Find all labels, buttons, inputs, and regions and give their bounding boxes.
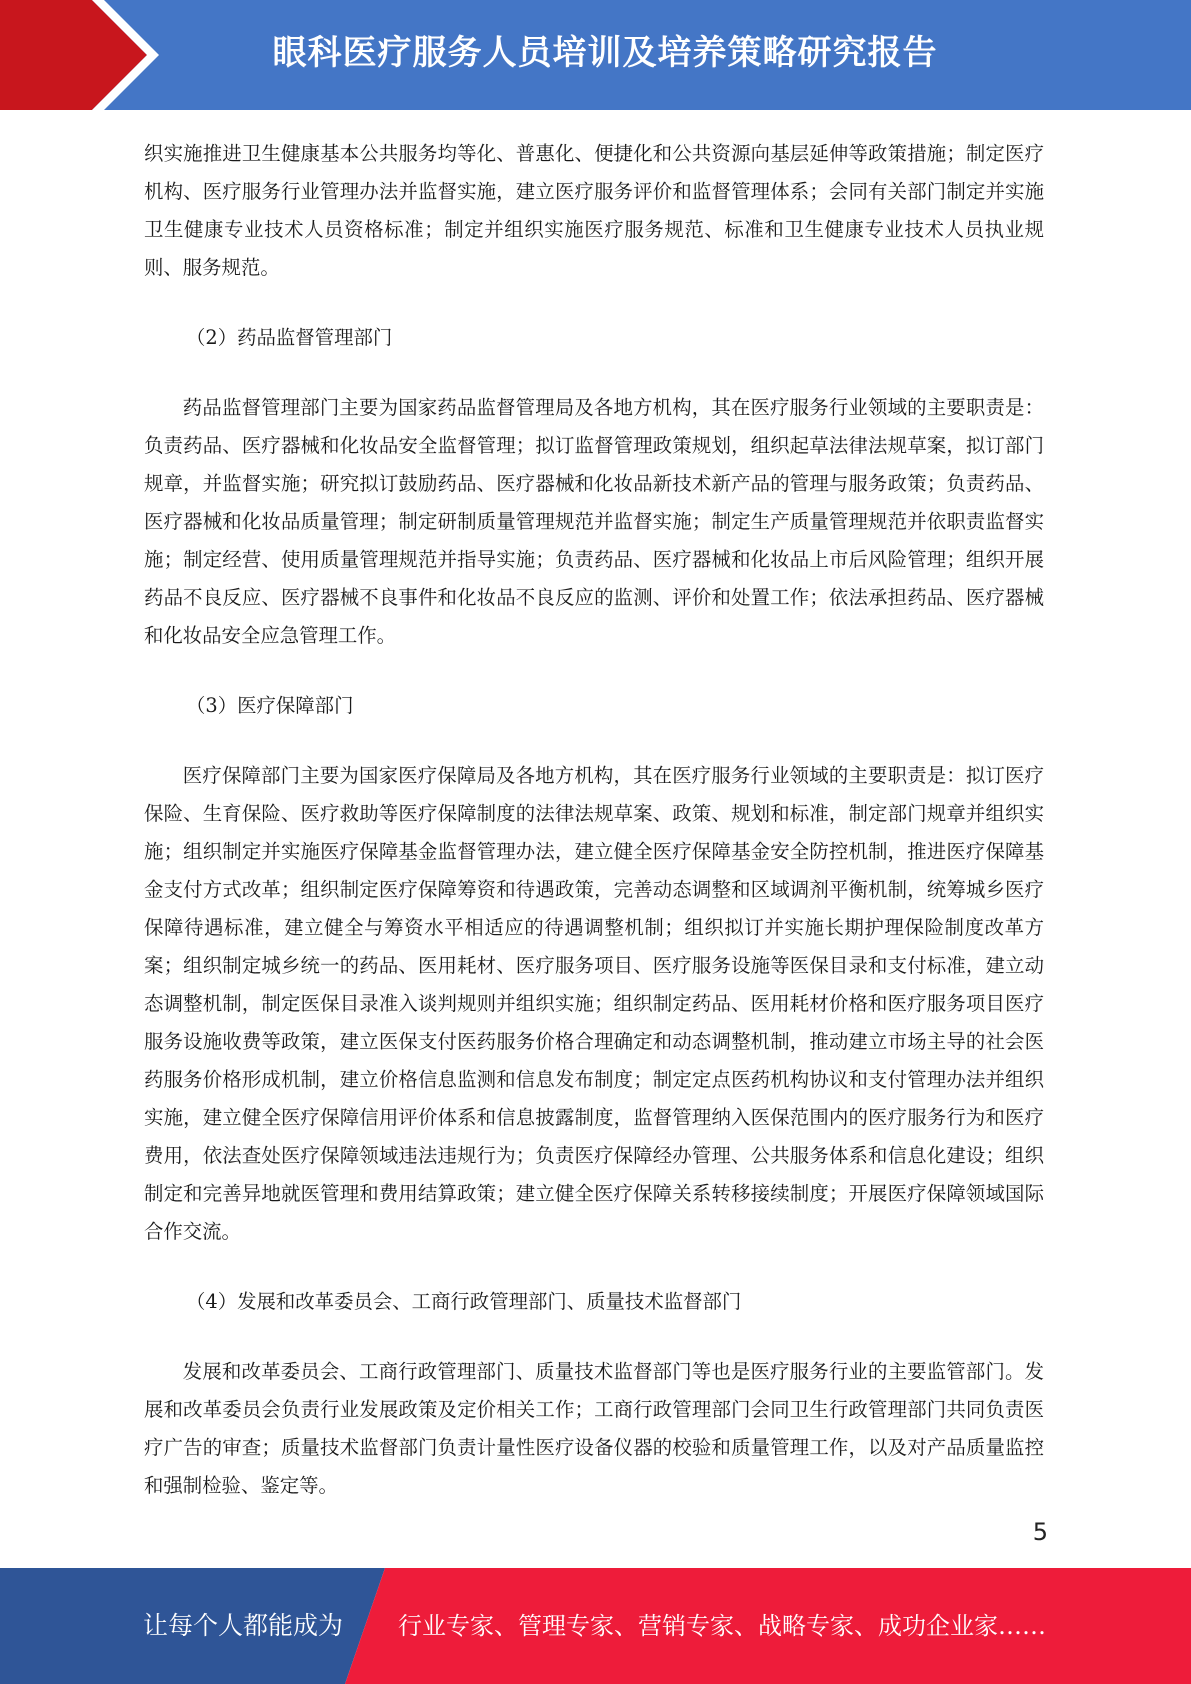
paragraph-drug-regulation: 药品监督管理部门主要为国家药品监督管理局及各地方机构，其在医疗服务行业领域的主要职责是：负责药品、医疗器械和化妆品安全监督管理；拟订监督管理政策规划，组织起草法律法规草案，拟订部门规章，并监督实施；研究拟订鼓励药品、医疗器械和化妆品新技术新产品的管理与服务政策；负责药品、医疗器械和化妆品质量管理；制定研制质量管理规范并监督实施；制定生产质量管理规范并依职责监督实施；制定经营、使用质量管理规范并指导实施；负责药品、医疗器械和化妆品上市后风险管理；组织开展药品不良反应、医疗器械不良事件和化妆品不良反应的监测、评价和处置工作；依法承担药品、医疗器械和化妆品安全应急管理工作。 [144, 396, 1044, 647]
page-number: 5 [1032, 1518, 1048, 1546]
paragraph-intro-continued: 织实施推进卫生健康基本公共服务均等化、普惠化、便捷化和公共资源向基层延伸等政策措施；制定医疗机构、医疗服务行业管理办法并监督实施，建立医疗服务评价和监督管理体系；会同有关部门制定并实施卫生健康专业技术人员资格标准；制定并组织实施医疗服务规范、标准和卫生健康专业技术人员执业规则、服务规范。 [144, 142, 1044, 279]
footer-slogan-right: 行业专家、管理专家、营销专家、战略专家、成功企业家…… [398, 1612, 1046, 1640]
header-chevron-decoration [0, 0, 160, 110]
footer-slogan-left: 让每个人都能成为 [143, 1611, 344, 1640]
page-footer [0, 1568, 1191, 1684]
page-header [0, 0, 1191, 110]
page-content [144, 135, 1044, 1505]
section-heading-2: （2）药品监督管理部门 [186, 326, 393, 349]
section-heading-4: （4）发展和改革委员会、工商行政管理部门、质量技术监督部门 [186, 1290, 742, 1313]
paragraph-medical-insurance: 医疗保障部门主要为国家医疗保障局及各地方机构，其在医疗服务行业领域的主要职责是：拟订医疗保险、生育保险、医疗救助等医疗保障制度的法律法规草案、政策、规划和标准，制定部门规章并组织实施；组织制定并实施医疗保障基金监督管理办法，建立健全医疗保障基金安全防控机制，推进医疗保障基金支付方式改革；组织制定医疗保障筹资和待遇政策，完善动态调整和区域调剂平衡机制，统筹城乡医疗保障待遇标准，建立健全与筹资水平相适应的待遇调整机制；组织拟订并实施长期护理保险制度改革方案；组织制定城乡统一的药品、医用耗材、医疗服务项目、医疗服务设施等医保目录和支付标准，建立动态调整机制，制定医保目录准入谈判规则并组织实施；组织制定药品、医用耗材价格和医疗服务项目医疗服务设施收费等政策，建立医保支付医药服务价格合理确定和动态调整机制，推动建立市场主导的社会医药服务价格形成机制，建立价格信息监测和信息发布制度；制定定点医药机构协议和支付管理办法并组织实施，建立健全医疗保障信用评价体系和信息披露制度，监督管理纳入医保范围内的医疗服务行为和医疗费用，依法查处医疗保障领域违法违规行为；负责医疗保障经办管理、公共服务体系和信息化建设；组织制定和完善异地就医管理和费用结算政策；建立健全医疗保障关系转移接续制度；开展医疗保障领域国际合作交流。 [144, 764, 1044, 1243]
paragraph-other-regulators: 发展和改革委员会、工商行政管理部门、质量技术监督部门等也是医疗服务行业的主要监管部门。发展和改革委员会负责行业发展政策及定价相关工作；工商行政管理部门会同卫生行政管理部门共同负责医疗广告的审查；质量技术监督部门负责计量性医疗设备仪器的校验和质量管理工作，以及对产品质量监控和强制检验、鉴定等。 [144, 1360, 1044, 1497]
report-title: 眼科医疗服务人员培训及培养策略研究报告 [272, 33, 938, 73]
chevron-red-shape [0, 0, 147, 110]
section-heading-3: （3）医疗保障部门 [186, 694, 354, 717]
